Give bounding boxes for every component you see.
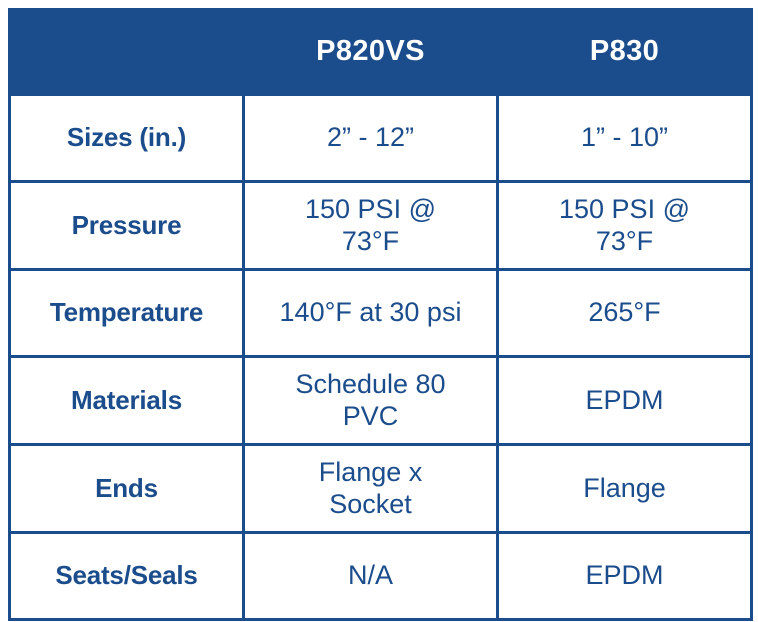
table-row	[10, 270, 752, 357]
row-label-pressure: Pressure	[10, 182, 244, 270]
cell-seats-seals-p820vs: N/A	[244, 533, 498, 620]
row-label-ends: Ends	[10, 445, 244, 533]
row-label-materials: Materials	[10, 357, 244, 445]
cell-temperature-p830: 265°F	[498, 270, 752, 357]
cell-sizes-p830: 1” - 10”	[498, 95, 752, 182]
cell-temperature-p820vs: 140°F at 30 psi	[244, 270, 498, 357]
cell-materials-p830: EPDM	[498, 357, 752, 445]
cell-sizes-p820vs: 2” - 12”	[244, 95, 498, 182]
row-label-temperature: Temperature	[10, 270, 244, 357]
table-header	[10, 10, 752, 95]
table-row	[10, 182, 752, 270]
product-comparison-table	[8, 8, 753, 621]
column-header-p830: P830	[498, 10, 752, 95]
cell-pressure-p830: 150 PSI @ 73°F	[498, 182, 752, 270]
table-row	[10, 95, 752, 182]
table-row	[10, 445, 752, 533]
cell-ends-p820vs: Flange x Socket	[244, 445, 498, 533]
table-corner-cell	[10, 10, 244, 95]
cell-seats-seals-p830: EPDM	[498, 533, 752, 620]
row-label-seats-seals: Seats/Seals	[10, 533, 244, 620]
cell-pressure-p820vs: 150 PSI @ 73°F	[244, 182, 498, 270]
table-row	[10, 357, 752, 445]
table-row	[10, 533, 752, 620]
table-body	[10, 95, 752, 620]
cell-materials-p820vs: Schedule 80 PVC	[244, 357, 498, 445]
column-header-p820vs: P820VS	[244, 10, 498, 95]
table-header-row	[10, 10, 752, 95]
row-label-sizes: Sizes (in.)	[10, 95, 244, 182]
cell-ends-p830: Flange	[498, 445, 752, 533]
